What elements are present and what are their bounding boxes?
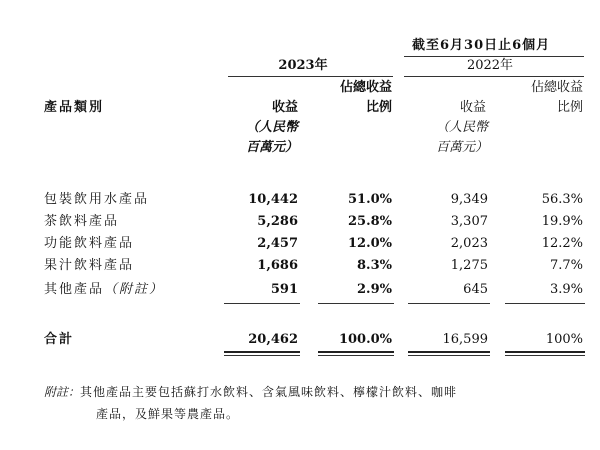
row-revenue-2022: 9,349 [450,192,488,207]
subtotal-rule-2023-revenue [224,303,300,304]
total-rule-2023-share-a [318,351,394,353]
total-rule-2022-revenue-a [408,351,490,353]
subtotal-rule-2023-share [318,303,394,304]
revenue-2022-header: 收益 [459,100,486,115]
share-2022-header-line2: 比例 [556,100,583,115]
row-share-2023: 51.0% [347,192,392,207]
row-share-2022: 3.9% [549,282,583,297]
year-2022-header: 2022年 [466,58,514,73]
row-revenue-2023: 2,457 [257,236,298,251]
row-category-note: （附註） [104,282,165,297]
period-header-rule [404,56,584,57]
row-category-name: 其他產品 [44,282,105,297]
footnote-prefix: 附註： [44,385,81,399]
row-revenue-2022: 645 [463,282,488,297]
row-share-2023: 2.9% [357,282,392,297]
total-rule-2022-share-b [505,355,585,356]
row-category: 功能飲料產品 [44,236,135,251]
row-revenue-2023: 591 [270,282,298,297]
total-revenue-2023: 20,462 [248,332,298,347]
total-rule-2022-revenue-b [408,355,490,356]
total-rule-2023-revenue-a [224,351,300,353]
row-share-2022: 56.3% [541,192,583,207]
year-2022-rule [404,76,584,77]
row-category: 茶飲料產品 [44,214,120,229]
row-share-2022: 19.9% [541,214,583,229]
row-share-2022: 7.7% [549,258,583,273]
total-rule-2023-revenue-b [224,355,300,356]
revenue-2022-unit-line1: （人民幣 [435,120,488,135]
subtotal-rule-2022-share [505,303,585,304]
subtotal-rule-2022-revenue [408,303,490,304]
row-category: 包裝飲用水產品 [44,192,150,207]
period-header: 截至6月30日止6個月 [412,38,551,53]
share-2023-header-line2: 比例 [365,100,392,115]
category-column-header: 產品類別 [44,100,105,115]
total-rule-2023-share-b [318,355,394,356]
revenue-2022-unit-line2: 百萬元） [435,140,488,155]
row-share-2022: 12.2% [541,236,583,251]
row-revenue-2023: 10,442 [248,192,298,207]
total-share-2022: 100% [545,332,583,347]
total-share-2023: 100.0% [338,332,392,347]
total-label: 合計 [44,332,75,347]
row-revenue-2023: 5,286 [257,214,298,229]
row-share-2023: 25.8% [347,214,392,229]
revenue-2023-unit-line2: 百萬元） [245,140,298,155]
year-2023-header: 2023年 [278,58,328,73]
row-revenue-2022: 3,307 [450,214,488,229]
revenue-2023-unit-line1: （人民幣 [245,120,298,135]
row-share-2023: 12.0% [347,236,392,251]
footnote [44,384,457,400]
row-revenue-2023: 1,686 [257,258,298,273]
year-2023-rule [228,76,393,77]
row-category [44,282,164,298]
total-revenue-2022: 16,599 [442,332,488,347]
total-rule-2022-share-a [505,351,585,353]
row-revenue-2022: 2,023 [450,236,488,251]
revenue-2023-header: 收益 [271,100,298,115]
share-2023-header-line1: 佔總收益 [339,80,392,95]
footnote-continuation: 產品，及鮮果等農產品。 [96,407,240,421]
share-2022-header-line1: 佔總收益 [530,80,583,95]
row-category: 果汁飲料產品 [44,258,135,273]
row-revenue-2022: 1,275 [450,258,488,273]
footnote-line1: 其他產品主要包括蘇打水飲料、含氣風味飲料、檸檬汁飲料、咖啡 [80,385,458,399]
row-share-2023: 8.3% [357,258,392,273]
